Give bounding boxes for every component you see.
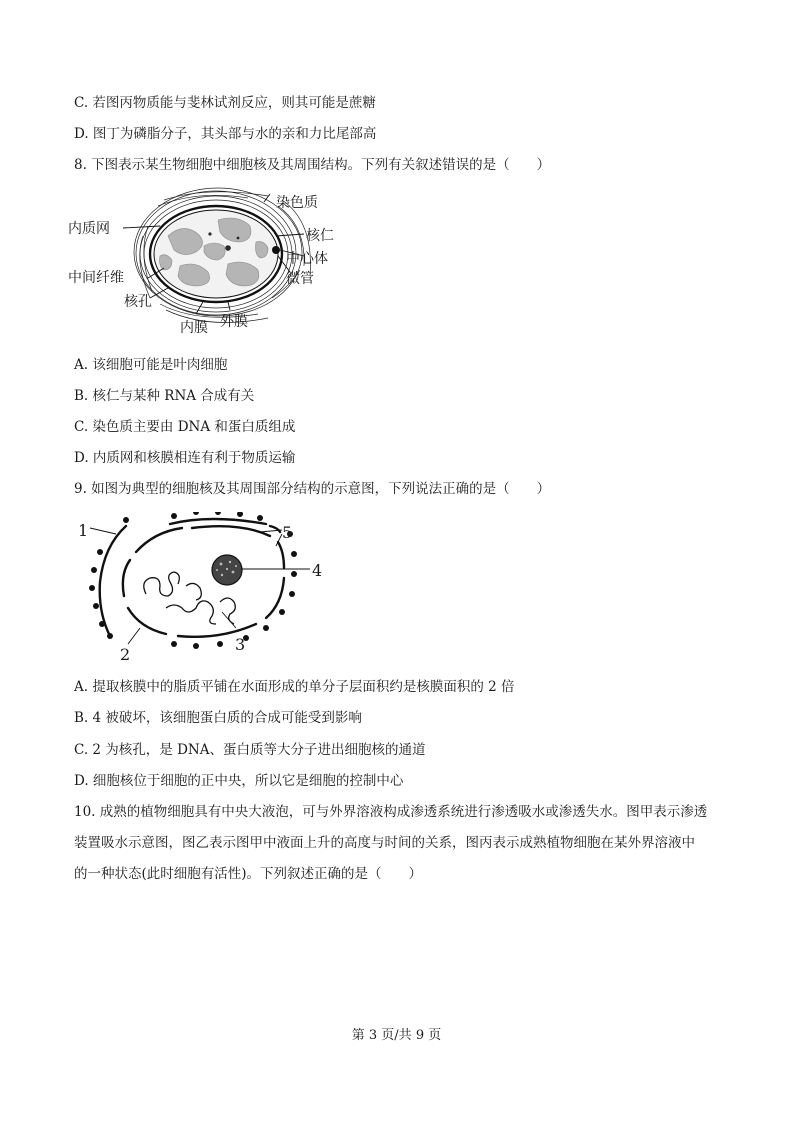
label-microtubule: 微管 <box>286 271 314 287</box>
q8-option-d: D. 内质网和核膜相连有利于物质运输 <box>74 450 296 466</box>
q10-line-3: 的一种状态(此时细胞有活性)。下列叙述正确的是（ ） <box>74 866 423 882</box>
label-centrosome: 中心体 <box>286 251 328 267</box>
label-4: 4 <box>312 561 323 580</box>
label-intermediate-filament: 中间纤维 <box>68 270 124 286</box>
q10-line-1: 10. 成熟的植物细胞具有中央大液泡，可与外界溶液构成渗透系统进行渗透吸水或渗透失水。图甲表示渗透 <box>74 804 708 820</box>
q10-line-2: 装置吸水示意图，图乙表示图甲中液面上升的高度与时间的关系，图丙表示成熟植物细胞在某外界溶液中 <box>74 835 695 851</box>
label-outer-membrane: 外膜 <box>220 314 248 330</box>
q8-stem: 8. 下图表示某生物细胞中细胞核及其周围结构。下列有关叙述错误的是（ ） <box>74 157 551 173</box>
label-5: 5 <box>282 523 293 542</box>
q9-stem: 9. 如图为典型的细胞核及其周围部分结构的示意图，下列说法正确的是（ ） <box>74 481 551 497</box>
label-er: 内质网 <box>68 221 110 237</box>
q8-option-b: B. 核仁与某种 RNA 合成有关 <box>74 388 255 404</box>
q9-option-b: B. 4 被破坏，该细胞蛋白质的合成可能受到影响 <box>74 710 362 726</box>
q8-nucleus-figure <box>68 186 338 338</box>
label-chromatin: 染色质 <box>276 195 318 211</box>
q8-option-a: A. 该细胞可能是叶肉细胞 <box>74 357 228 373</box>
label-3: 3 <box>235 635 246 654</box>
page-number: 第 3 页/共 9 页 <box>351 1028 442 1043</box>
label-2: 2 <box>120 645 131 662</box>
q8-option-c: C. 染色质主要由 DNA 和蛋白质组成 <box>74 419 296 435</box>
q7-option-c: C. 若图丙物质能与斐林试剂反应，则其可能是蔗糖 <box>74 95 376 111</box>
label-nucleolus: 核仁 <box>306 228 334 244</box>
q9-option-c: C. 2 为核孔，是 DNA、蛋白质等大分子进出细胞核的通道 <box>74 742 426 758</box>
q7-option-d: D. 图丁为磷脂分子，其头部与水的亲和力比尾部高 <box>74 126 377 142</box>
label-nuclear-pore: 核孔 <box>124 294 152 310</box>
label-inner-membrane: 内膜 <box>180 320 208 336</box>
q9-option-a: A. 提取核膜中的脂质平铺在水面形成的单分子层面积约是核膜面积的 2 倍 <box>74 679 515 695</box>
q9-nucleus-figure <box>70 512 330 662</box>
label-1: 1 <box>78 521 89 540</box>
q9-option-d: D. 细胞核位于细胞的正中央，所以它是细胞的控制中心 <box>74 773 404 789</box>
